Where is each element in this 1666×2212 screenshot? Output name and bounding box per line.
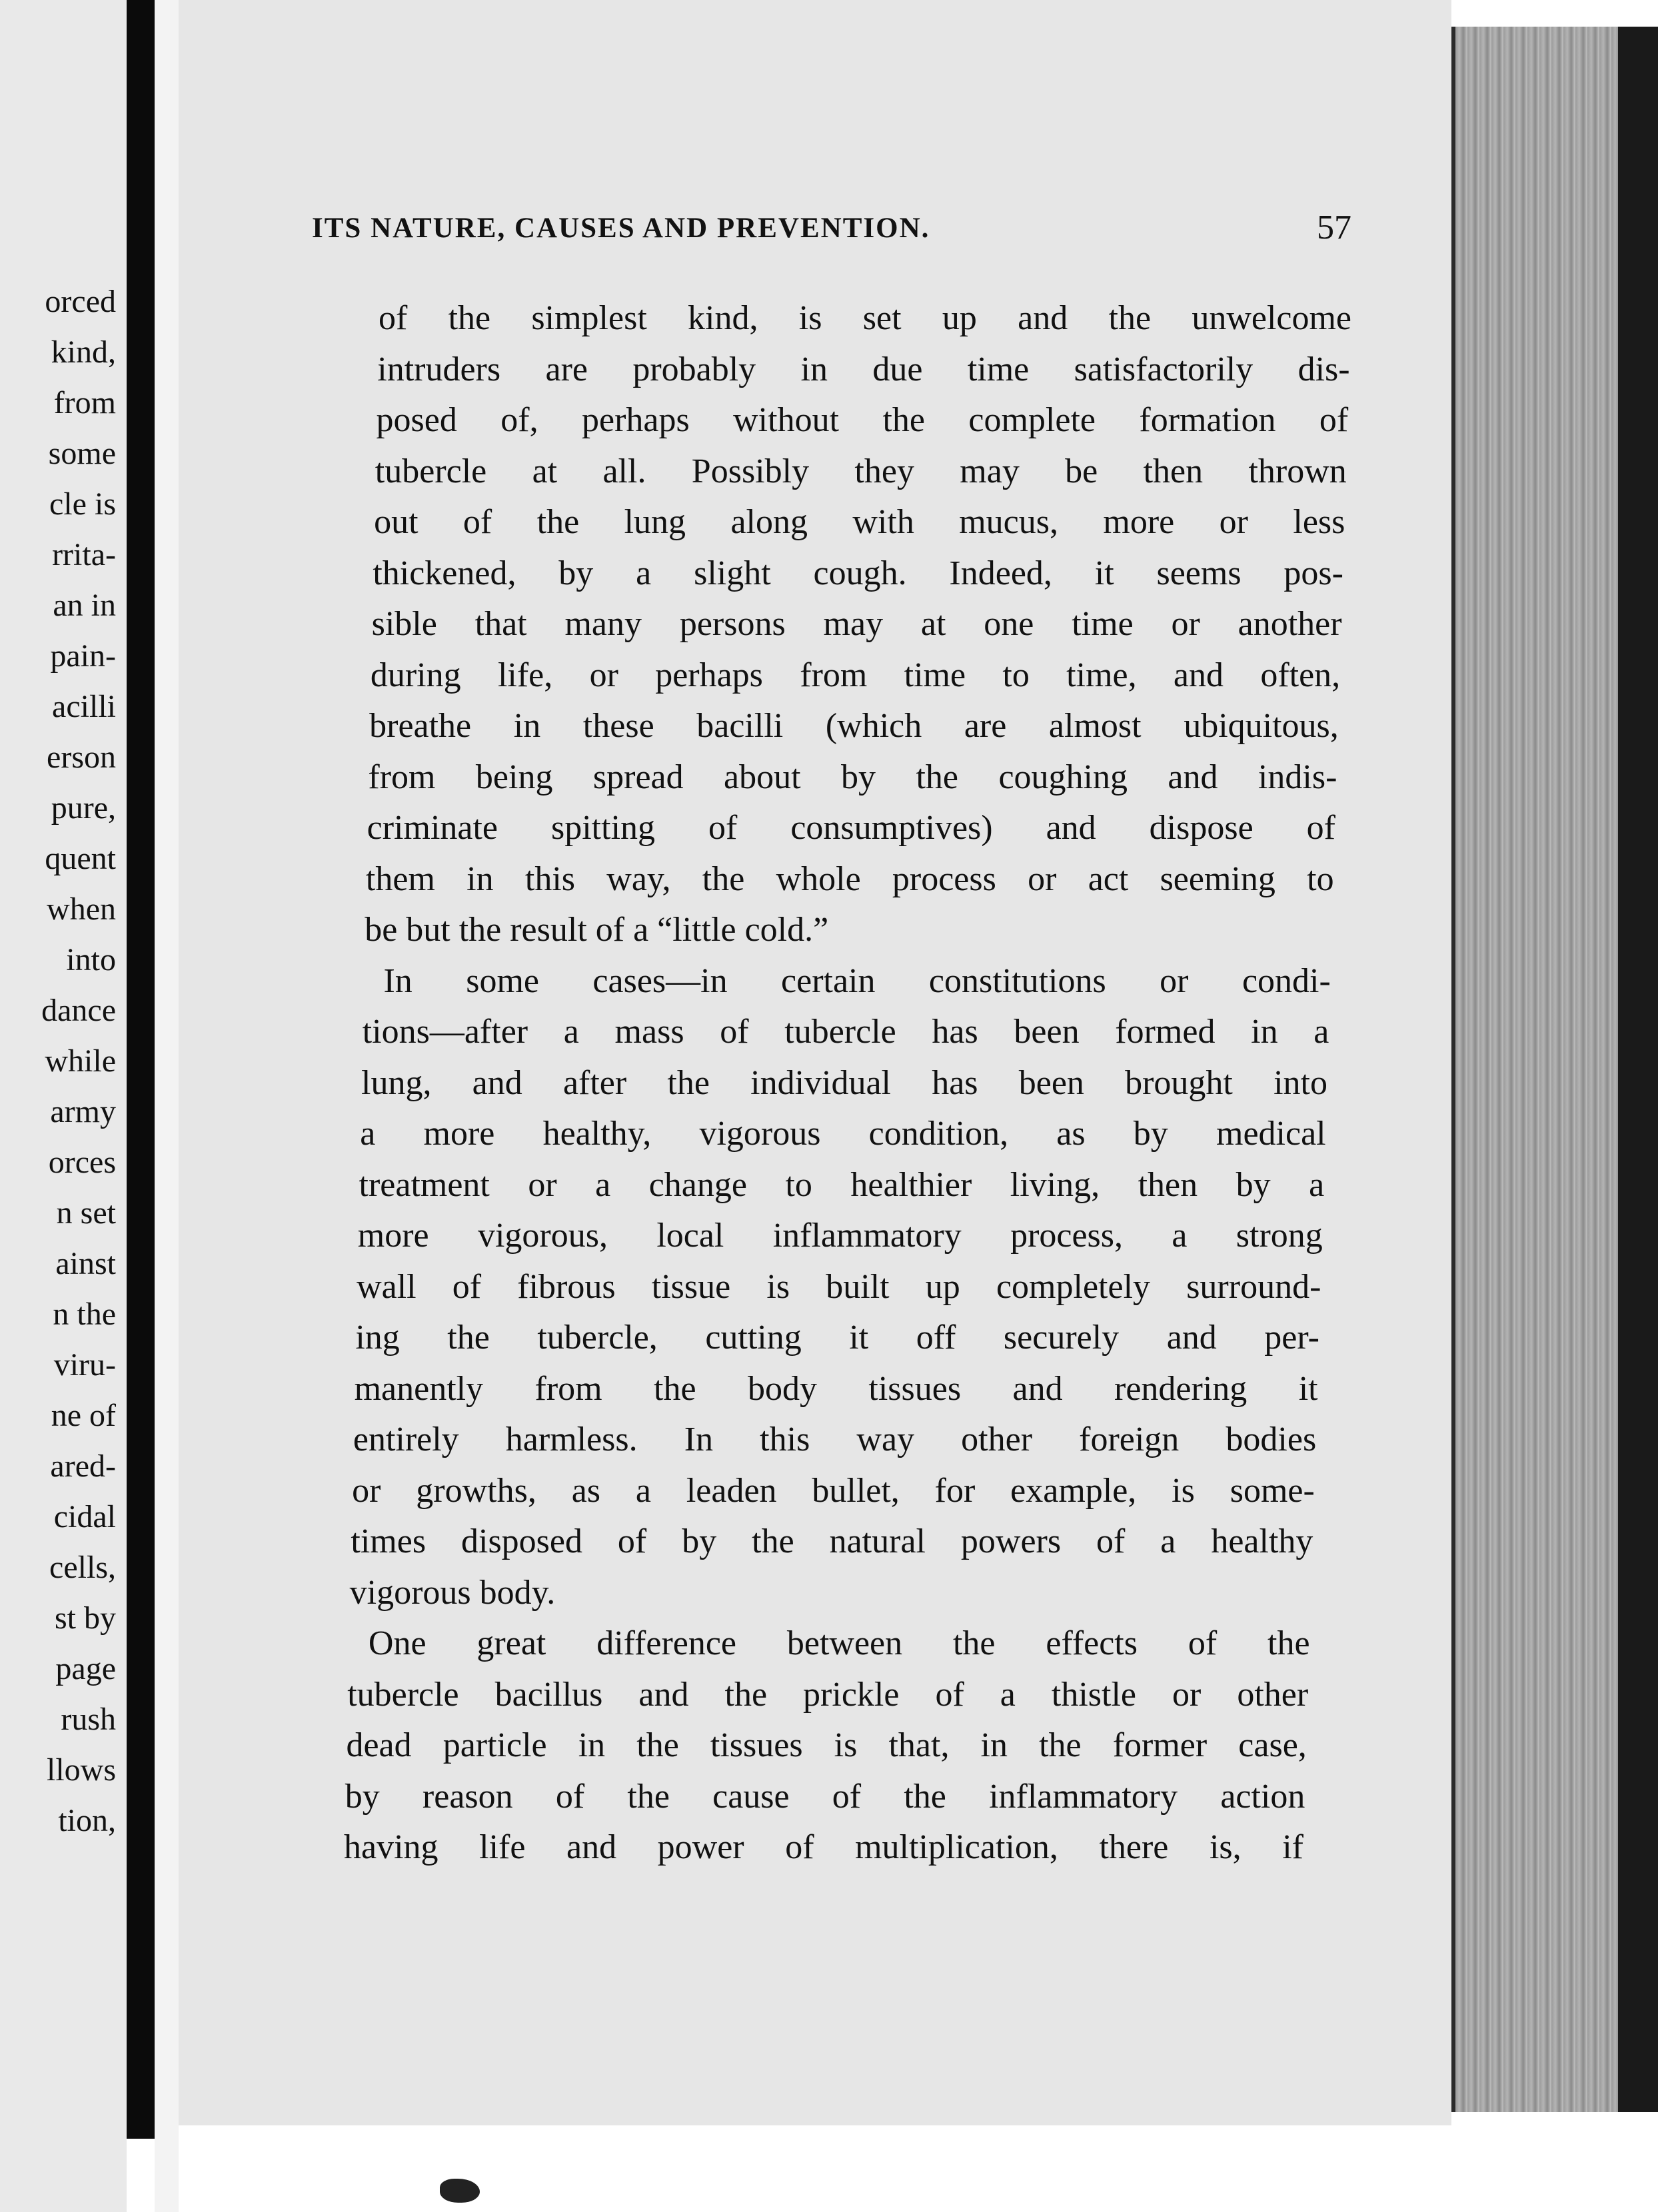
facing-page-line: viru- [53, 1347, 116, 1382]
text-line: thickened, by a slight cough. Indeed, it seems pos- [373, 554, 1343, 592]
facing-page-line: when [47, 891, 116, 927]
facing-page-line: tion, [58, 1803, 116, 1838]
text-line: vigorous body. [349, 1573, 556, 1612]
facing-page-line: st by [54, 1600, 116, 1636]
book-page [179, 0, 1451, 2125]
text-line: breathe in these bacilli (which are almost ubiquitous, [369, 707, 1339, 745]
text-line: be but the result of a “little cold.” [365, 911, 829, 949]
text-line: lung, and after the individual has been brought into [361, 1063, 1327, 1102]
facing-page-line: n set [56, 1195, 116, 1231]
facing-page-line: an in [53, 588, 116, 623]
running-head: ITS NATURE, CAUSES AND PREVENTION. [312, 213, 930, 244]
facing-page-fragment [0, 0, 127, 2212]
text-line: a more healthy, vigorous condition, as by medical [360, 1115, 1326, 1153]
facing-page-line: ared- [50, 1448, 116, 1484]
text-line: intruders are probably in due time satisfactorily dis- [377, 350, 1350, 388]
facing-page-text [0, 276, 116, 1846]
text-line: out of the lung along with mucus, more or less [374, 503, 1345, 541]
text-line: manently from the body tissues and rendering it [354, 1369, 1318, 1408]
text-line: sible that many persons may at one time or another [371, 605, 1342, 643]
text-line: In some cases—in certain constitutions or condi- [383, 961, 1331, 1000]
book-gutter [127, 0, 155, 2139]
facing-page-line: into [66, 942, 116, 977]
text-line: tubercle bacillus and the prickle of a thistle or other [347, 1675, 1309, 1714]
facing-page-line: dance [41, 993, 116, 1028]
facing-page-line: acilli [52, 689, 116, 724]
facing-page-line: ainst [55, 1246, 116, 1281]
facing-page-line: cle is [49, 486, 116, 522]
text-line: dead particle in the tissues is that, in the former case, [346, 1726, 1307, 1764]
facing-page-line: pure, [51, 790, 116, 826]
facing-page-line: pain- [50, 638, 116, 674]
text-line: or growths, as a leaden bullet, for example, is some- [352, 1471, 1315, 1510]
scan-mark [440, 2179, 480, 2203]
text-line: posed of, perhaps without the complete formation of [376, 401, 1349, 439]
facing-page-line: ne of [51, 1398, 116, 1433]
facing-page-line: erson [47, 740, 116, 775]
page-edges [1451, 27, 1622, 2112]
text-line: tubercle at all. Possibly they may be then thrown [375, 452, 1347, 490]
facing-page-line: orces [48, 1145, 116, 1180]
facing-page-line: rrita- [52, 537, 116, 572]
facing-page-line: while [45, 1043, 116, 1079]
text-line: from being spread about by the coughing and indis- [368, 758, 1337, 796]
facing-page-line: cells, [49, 1550, 116, 1585]
gutter-margin [155, 0, 179, 2212]
facing-page-line: page [55, 1651, 116, 1686]
book-cover-edge [1618, 27, 1658, 2112]
facing-page-line: rush [61, 1702, 116, 1737]
page-number: 57 [1317, 209, 1351, 247]
text-line: times disposed of by the natural powers of a healthy [351, 1522, 1313, 1560]
facing-page-line: from [53, 385, 116, 420]
text-line: criminate spitting of consumptives) and dispose of [367, 809, 1335, 847]
text-line: during life, or perhaps from time to time, and often, [370, 656, 1341, 694]
facing-page-line: llows [46, 1752, 116, 1788]
text-line: ing the tubercle, cutting it off securely and per- [355, 1319, 1319, 1357]
text-line: tions—after a mass of tubercle has been formed in a [362, 1013, 1329, 1051]
facing-page-line: quent [45, 841, 116, 876]
facing-page-line: n the [53, 1297, 116, 1332]
text-line: more vigorous, local inflammatory process, a strong [357, 1217, 1323, 1255]
facing-page-line: some [48, 436, 116, 471]
text-line: entirely harmless. In this way other foreign bodies [353, 1420, 1317, 1458]
facing-page-line: cidal [53, 1499, 116, 1534]
text-line: by reason of the cause of the inflammatory action [345, 1777, 1305, 1816]
text-line: One great difference between the effects of the [368, 1624, 1310, 1662]
text-line: of the simplest kind, is set up and the unwelcome [379, 299, 1351, 337]
facing-page-line: orced [45, 284, 116, 319]
text-line: having life and power of multiplication, there is, if [344, 1828, 1303, 1866]
page-header [312, 209, 1351, 265]
text-line: treatment or a change to healthier living, then by a [359, 1165, 1325, 1204]
facing-page-line: kind, [51, 334, 116, 370]
facing-page-line: army [50, 1094, 116, 1129]
text-line: them in this way, the whole process or act seeming to [365, 859, 1334, 898]
text-line: wall of fibrous tissue is built up completely surround- [357, 1267, 1321, 1306]
